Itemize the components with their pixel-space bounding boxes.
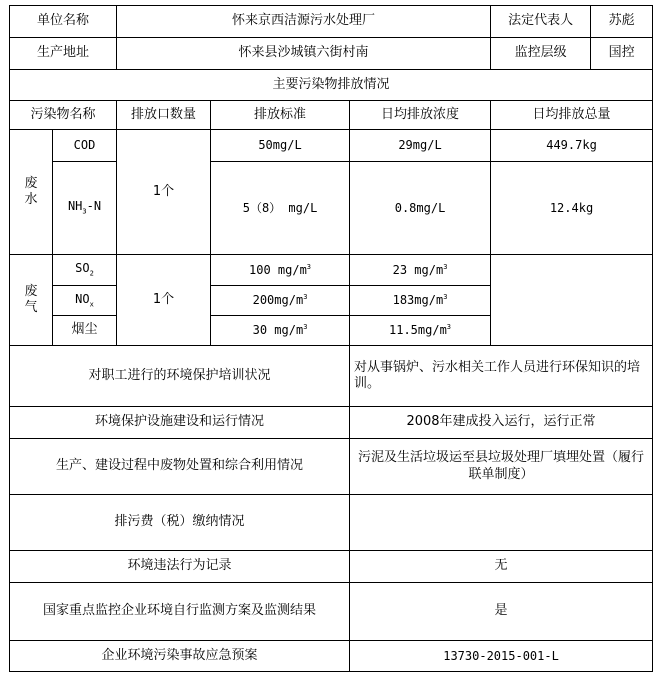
level-split [491,38,652,69]
dust-standard [211,316,350,346]
so2-concentration [350,255,491,286]
so2-standard-main: 100 mg/m [249,262,307,277]
wastewater-row-nh3n [10,162,653,255]
rep-cell [491,6,653,38]
waste-gas-category [10,255,53,346]
fees-label: 排污费（税）缴纳情况 [10,495,350,551]
wastewater-char-1: 废 [24,175,38,191]
column-header-row [10,101,653,130]
monitoring-value: 是 [350,583,653,641]
waste-gas-char-1: 废 [24,283,38,299]
nox-standard [211,286,350,316]
emission-disclosure-table [9,5,653,672]
waste-disposal-value: 污泥及生活垃圾运至县垃圾处理厂填埋处置（履行联单制度） [350,439,653,495]
violations-label: 环境违法行为记录 [10,551,350,583]
pollutant-cod: COD [53,130,117,162]
so2-standard [211,255,350,286]
addr-label: 生产地址 [10,38,117,70]
col-header-total: 日均排放总量 [491,101,653,130]
training-label: 对职工进行的环境保护培训状况 [10,346,350,407]
pollutant-so2 [53,255,117,286]
info-row-facilities [10,407,653,439]
so2-conc-sup: 3 [443,262,448,271]
section-title: 主要污染物排放情况 [10,70,653,101]
fees-value [350,495,653,551]
info-row-emergency-plan [10,641,653,672]
unit-row [10,6,653,38]
cod-concentration: 29mg/L [350,130,491,162]
so2-main: SO [75,261,90,276]
address-row [10,38,653,70]
info-row-waste-disposal [10,439,653,495]
nox-standard-sup: 3 [303,293,308,301]
nh3n-concentration: 0.8mg/L [350,162,491,255]
waste-gas-char-2: 气 [24,300,38,315]
violations-value: 无 [350,551,653,583]
emergency-plan-label: 企业环境污染事故应急预案 [10,641,350,672]
emergency-plan-value: 13730-2015-001-L [350,641,653,672]
facilities-value: 2008年建成投入运行，运行正常 [350,407,653,439]
dust-concentration [350,316,491,346]
waste-gas-outlet-count: 1个 [117,255,211,346]
rep-split [491,6,652,37]
pollutant-nox [53,286,117,316]
waste-gas-total-empty [491,255,653,346]
level-value: 国控 [608,45,635,61]
info-row-training [10,346,653,407]
cod-standard: 50mg/L [211,130,350,162]
nox-sub: x [89,300,94,309]
wastewater-row-cod [10,130,653,162]
unit-label: 单位名称 [10,6,117,38]
info-row-monitoring [10,583,653,641]
info-row-violations [10,551,653,583]
unit-value: 怀来京西洁源污水处理厂 [117,6,491,38]
nox-concentration [350,286,491,316]
dust-standard-main: 30 mg/m [252,323,304,337]
cod-total: 449.7kg [491,130,653,162]
nox-standard-main: 200mg/m [252,293,304,307]
monitoring-label: 国家重点监控企业环境自行监测方案及监测结果 [10,583,350,641]
col-header-pollutant: 污染物名称 [10,101,117,130]
gas-row-so2 [10,255,653,286]
nox-conc-sup: 3 [443,293,448,301]
wastewater-char-2: 水 [24,192,38,207]
level-label: 监控层级 [491,38,591,69]
addr-value: 怀来县沙城镇六街村南 [117,38,491,70]
rep-value: 苏彪 [608,13,635,29]
nh3n-sub: 3 [82,207,87,216]
rep-label: 法定代表人 [491,6,591,37]
waste-disposal-label: 生产、建设过程中废物处置和综合利用情况 [10,439,350,495]
info-row-fees [10,495,653,551]
dust-standard-sup: 3 [303,323,308,331]
so2-standard-sup: 3 [306,262,312,271]
col-header-concentration: 日均排放浓度 [350,101,491,130]
wastewater-category [10,130,53,255]
level-cell [491,38,653,70]
nh3n-total: 12.4kg [491,162,653,255]
nh3n-main: NH [67,199,83,214]
facilities-label: 环境保护设施建设和运行情况 [10,407,350,439]
col-header-outlets: 排放口数量 [117,101,211,130]
pollutant-dust: 烟尘 [53,316,117,346]
so2-sub: 2 [89,269,94,278]
section-title-row [10,70,653,101]
nox-conc-main: 183mg/m [392,293,444,307]
nh3n-tail: -N [86,199,102,214]
so2-conc-main: 23 mg/m [392,262,444,277]
dust-conc-main: 11.5mg/m [389,323,447,337]
nox-main: NO [75,291,90,306]
wastewater-outlet-count: 1个 [117,130,211,255]
col-header-standard: 排放标准 [211,101,350,130]
pollutant-nh3n [53,162,117,255]
dust-conc-sup: 3 [446,323,452,331]
nh3n-standard: 5（8） mg/L [211,162,350,255]
training-value: 对从事锅炉、污水相关工作人员进行环保知识的培训。 [350,346,653,407]
